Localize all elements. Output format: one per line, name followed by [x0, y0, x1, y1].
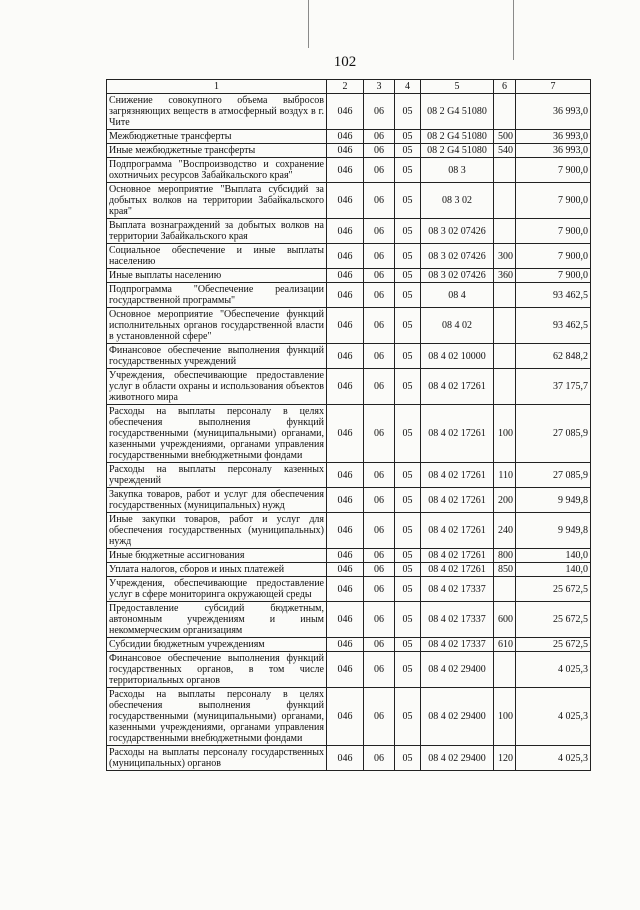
cell-target-article: 08 4 02 17261 [421, 563, 494, 577]
cell-subsection-code: 05 [395, 369, 421, 405]
cell-section-code: 06 [364, 463, 395, 488]
cell-amount: 25 672,5 [516, 577, 591, 602]
cell-target-article: 08 4 02 17337 [421, 602, 494, 638]
cell-section-code: 06 [364, 94, 395, 130]
cell-amount: 27 085,9 [516, 405, 591, 463]
cell-subsection-code: 05 [395, 269, 421, 283]
cell-subsection-code: 05 [395, 652, 421, 688]
table-row [107, 549, 591, 563]
cell-target-article: 08 4 02 17261 [421, 405, 494, 463]
cell-ministry-code: 046 [327, 463, 364, 488]
cell-section-code: 06 [364, 308, 395, 344]
cell-target-article: 08 4 02 [421, 308, 494, 344]
cell-amount: 25 672,5 [516, 602, 591, 638]
cell-expense-type: 540 [494, 144, 516, 158]
cell-amount: 36 993,0 [516, 144, 591, 158]
cell-subsection-code: 05 [395, 688, 421, 746]
cell-item-name: Расходы на выплаты персоналу казенных учреждений [107, 463, 327, 488]
cell-item-name: Подпрограмма "Воспроизводство и сохранение охотничьих ресурсов Забайкальского края" [107, 158, 327, 183]
cell-item-name: Иные межбюджетные трансферты [107, 144, 327, 158]
cell-ministry-code: 046 [327, 577, 364, 602]
cell-subsection-code: 05 [395, 158, 421, 183]
cell-item-name: Иные выплаты населению [107, 269, 327, 283]
cell-item-name: Иные закупки товаров, работ и услуг для обеспечения государственных (муниципальных) нужд [107, 513, 327, 549]
cell-item-name: Основное мероприятие "Обеспечение функций исполнительных органов государственной власти в установленной сфере" [107, 308, 327, 344]
table-row [107, 602, 591, 638]
cell-expense-type [494, 308, 516, 344]
table-row [107, 144, 591, 158]
cell-expense-type [494, 183, 516, 219]
column-header-2: 2 [327, 80, 364, 94]
column-header-1: 1 [107, 80, 327, 94]
cell-subsection-code: 05 [395, 344, 421, 369]
cell-amount: 4 025,3 [516, 746, 591, 771]
cell-subsection-code: 05 [395, 746, 421, 771]
table-row [107, 158, 591, 183]
cell-amount: 140,0 [516, 563, 591, 577]
table-row [107, 283, 591, 308]
cell-expense-type [494, 344, 516, 369]
cell-section-code: 06 [364, 688, 395, 746]
table-row [107, 183, 591, 219]
table-row [107, 563, 591, 577]
cell-item-name: Иные бюджетные ассигнования [107, 549, 327, 563]
cell-section-code: 06 [364, 638, 395, 652]
cell-ministry-code: 046 [327, 746, 364, 771]
column-header-4: 4 [395, 80, 421, 94]
cell-amount: 36 993,0 [516, 130, 591, 144]
cell-expense-type [494, 158, 516, 183]
cell-target-article: 08 3 [421, 158, 494, 183]
cell-item-name: Основное мероприятие "Выплата субсидий за добытых волков на территории Забайкальского края" [107, 183, 327, 219]
cell-amount: 93 462,5 [516, 283, 591, 308]
cell-ministry-code: 046 [327, 369, 364, 405]
cell-subsection-code: 05 [395, 144, 421, 158]
table-row [107, 513, 591, 549]
cell-expense-type: 300 [494, 244, 516, 269]
cell-subsection-code: 05 [395, 183, 421, 219]
cell-expense-type [494, 652, 516, 688]
cell-amount: 36 993,0 [516, 94, 591, 130]
cell-subsection-code: 05 [395, 577, 421, 602]
cell-section-code: 06 [364, 144, 395, 158]
cell-section-code: 06 [364, 563, 395, 577]
cell-target-article: 08 2 G4 51080 [421, 144, 494, 158]
cell-section-code: 06 [364, 219, 395, 244]
cell-target-article: 08 4 02 17261 [421, 513, 494, 549]
cell-amount: 9 949,8 [516, 488, 591, 513]
cell-expense-type: 240 [494, 513, 516, 549]
budget-table [106, 79, 591, 771]
cell-expense-type: 360 [494, 269, 516, 283]
cell-section-code: 06 [364, 549, 395, 563]
cell-section-code: 06 [364, 344, 395, 369]
cell-ministry-code: 046 [327, 269, 364, 283]
cell-target-article: 08 3 02 07426 [421, 269, 494, 283]
cell-ministry-code: 046 [327, 602, 364, 638]
cell-target-article: 08 3 02 07426 [421, 244, 494, 269]
cell-ministry-code: 046 [327, 405, 364, 463]
cell-target-article: 08 4 02 10000 [421, 344, 494, 369]
cell-item-name: Предоставление субсидий бюджетным, автономным учреждениям и иным некоммерческим организациям [107, 602, 327, 638]
cell-amount: 4 025,3 [516, 652, 591, 688]
table-row [107, 130, 591, 144]
table-row [107, 405, 591, 463]
cell-subsection-code: 05 [395, 563, 421, 577]
table-row [107, 638, 591, 652]
cell-item-name: Социальное обеспечение и иные выплаты населению [107, 244, 327, 269]
column-header-3: 3 [364, 80, 395, 94]
cell-expense-type: 850 [494, 563, 516, 577]
cell-expense-type [494, 577, 516, 602]
cell-item-name: Подпрограмма "Обеспечение реализации государственной программы" [107, 283, 327, 308]
table-row [107, 577, 591, 602]
table-row [107, 463, 591, 488]
cell-subsection-code: 05 [395, 130, 421, 144]
cell-item-name: Расходы на выплаты персоналу государственных (муниципальных) органов [107, 746, 327, 771]
cell-ministry-code: 046 [327, 244, 364, 269]
cell-subsection-code: 05 [395, 463, 421, 488]
cell-amount: 93 462,5 [516, 308, 591, 344]
cell-ministry-code: 046 [327, 638, 364, 652]
table-row [107, 344, 591, 369]
cell-ministry-code: 046 [327, 130, 364, 144]
cell-item-name: Учреждения, обеспечивающие предоставление услуг в области охраны и использования объектов животного мира [107, 369, 327, 405]
cell-amount: 7 900,0 [516, 269, 591, 283]
cell-amount: 7 900,0 [516, 183, 591, 219]
table-row [107, 219, 591, 244]
cell-target-article: 08 2 G4 51080 [421, 130, 494, 144]
cell-expense-type [494, 219, 516, 244]
cell-item-name: Учреждения, обеспечивающие предоставление услуг в сфере мониторинга окружающей среды [107, 577, 327, 602]
cell-subsection-code: 05 [395, 513, 421, 549]
column-header-7: 7 [516, 80, 591, 94]
cell-expense-type: 100 [494, 405, 516, 463]
cell-expense-type: 600 [494, 602, 516, 638]
table-row [107, 369, 591, 405]
cell-ministry-code: 046 [327, 513, 364, 549]
cell-target-article: 08 4 02 29400 [421, 746, 494, 771]
cell-section-code: 06 [364, 158, 395, 183]
cell-subsection-code: 05 [395, 549, 421, 563]
cell-amount: 7 900,0 [516, 244, 591, 269]
cell-ministry-code: 046 [327, 549, 364, 563]
cell-amount: 140,0 [516, 549, 591, 563]
cell-item-name: Финансовое обеспечение выполнения функций государственных учреждений [107, 344, 327, 369]
cell-expense-type: 610 [494, 638, 516, 652]
cell-expense-type [494, 94, 516, 130]
cell-target-article: 08 4 02 17261 [421, 463, 494, 488]
cell-subsection-code: 05 [395, 283, 421, 308]
cell-section-code: 06 [364, 183, 395, 219]
cell-section-code: 06 [364, 405, 395, 463]
cell-section-code: 06 [364, 602, 395, 638]
cell-expense-type: 800 [494, 549, 516, 563]
cell-ministry-code: 046 [327, 563, 364, 577]
scan-fold-line-right [513, 0, 514, 60]
cell-target-article: 08 2 G4 51080 [421, 94, 494, 130]
cell-item-name: Закупка товаров, работ и услуг для обеспечения государственных (муниципальных) нужд [107, 488, 327, 513]
cell-expense-type: 500 [494, 130, 516, 144]
table-row [107, 488, 591, 513]
cell-target-article: 08 4 02 17261 [421, 369, 494, 405]
cell-ministry-code: 046 [327, 652, 364, 688]
cell-target-article: 08 4 [421, 283, 494, 308]
column-header-5: 5 [421, 80, 494, 94]
cell-item-name: Расходы на выплаты персоналу в целях обеспечения выполнения функций государственными (муниципальными) органами, казенными учреждениями, органами управления государственными внебюджетными фондами [107, 688, 327, 746]
cell-subsection-code: 05 [395, 244, 421, 269]
scan-fold-line-left [308, 0, 309, 48]
cell-section-code: 06 [364, 244, 395, 269]
cell-item-name: Снижение совокупного объема выбросов загрязняющих веществ в атмосферный воздух в г. Чите [107, 94, 327, 130]
cell-ministry-code: 046 [327, 94, 364, 130]
cell-section-code: 06 [364, 513, 395, 549]
cell-amount: 7 900,0 [516, 219, 591, 244]
cell-ministry-code: 046 [327, 144, 364, 158]
table-row [107, 652, 591, 688]
cell-section-code: 06 [364, 488, 395, 513]
cell-expense-type [494, 283, 516, 308]
cell-subsection-code: 05 [395, 488, 421, 513]
cell-expense-type: 120 [494, 746, 516, 771]
table-row [107, 688, 591, 746]
table-row [107, 308, 591, 344]
cell-ministry-code: 046 [327, 308, 364, 344]
cell-section-code: 06 [364, 269, 395, 283]
cell-ministry-code: 046 [327, 488, 364, 513]
cell-amount: 25 672,5 [516, 638, 591, 652]
cell-section-code: 06 [364, 369, 395, 405]
cell-subsection-code: 05 [395, 405, 421, 463]
cell-item-name: Субсидии бюджетным учреждениям [107, 638, 327, 652]
cell-item-name: Выплата вознаграждений за добытых волков на территории Забайкальского края [107, 219, 327, 244]
cell-section-code: 06 [364, 577, 395, 602]
cell-ministry-code: 046 [327, 688, 364, 746]
cell-amount: 37 175,7 [516, 369, 591, 405]
cell-section-code: 06 [364, 130, 395, 144]
table-row [107, 94, 591, 130]
cell-subsection-code: 05 [395, 638, 421, 652]
cell-target-article: 08 3 02 [421, 183, 494, 219]
cell-item-name: Межбюджетные трансферты [107, 130, 327, 144]
cell-item-name: Расходы на выплаты персоналу в целях обеспечения выполнения функций государственными (муниципальными) органами, казенными учреждениями, органами управления государственными внебюджетными фондами [107, 405, 327, 463]
cell-expense-type: 100 [494, 688, 516, 746]
table-row [107, 269, 591, 283]
cell-target-article: 08 4 02 17337 [421, 577, 494, 602]
cell-ministry-code: 046 [327, 283, 364, 308]
cell-section-code: 06 [364, 283, 395, 308]
cell-subsection-code: 05 [395, 94, 421, 130]
cell-subsection-code: 05 [395, 602, 421, 638]
column-header-6: 6 [494, 80, 516, 94]
cell-subsection-code: 05 [395, 308, 421, 344]
cell-expense-type: 200 [494, 488, 516, 513]
cell-section-code: 06 [364, 652, 395, 688]
cell-target-article: 08 4 02 17261 [421, 488, 494, 513]
cell-expense-type [494, 369, 516, 405]
cell-target-article: 08 3 02 07426 [421, 219, 494, 244]
page-number: 102 [333, 54, 357, 70]
cell-item-name: Финансовое обеспечение выполнения функций государственных органов, в том числе территориальных органов [107, 652, 327, 688]
table-header-row [107, 80, 591, 94]
table-row [107, 244, 591, 269]
cell-amount: 27 085,9 [516, 463, 591, 488]
cell-section-code: 06 [364, 746, 395, 771]
cell-target-article: 08 4 02 17337 [421, 638, 494, 652]
cell-amount: 62 848,2 [516, 344, 591, 369]
cell-expense-type: 110 [494, 463, 516, 488]
cell-ministry-code: 046 [327, 183, 364, 219]
cell-subsection-code: 05 [395, 219, 421, 244]
cell-ministry-code: 046 [327, 344, 364, 369]
cell-amount: 7 900,0 [516, 158, 591, 183]
cell-amount: 9 949,8 [516, 513, 591, 549]
table-row [107, 746, 591, 771]
cell-item-name: Уплата налогов, сборов и иных платежей [107, 563, 327, 577]
cell-ministry-code: 046 [327, 158, 364, 183]
cell-target-article: 08 4 02 29400 [421, 652, 494, 688]
cell-amount: 4 025,3 [516, 688, 591, 746]
cell-ministry-code: 046 [327, 219, 364, 244]
cell-target-article: 08 4 02 29400 [421, 688, 494, 746]
cell-target-article: 08 4 02 17261 [421, 549, 494, 563]
